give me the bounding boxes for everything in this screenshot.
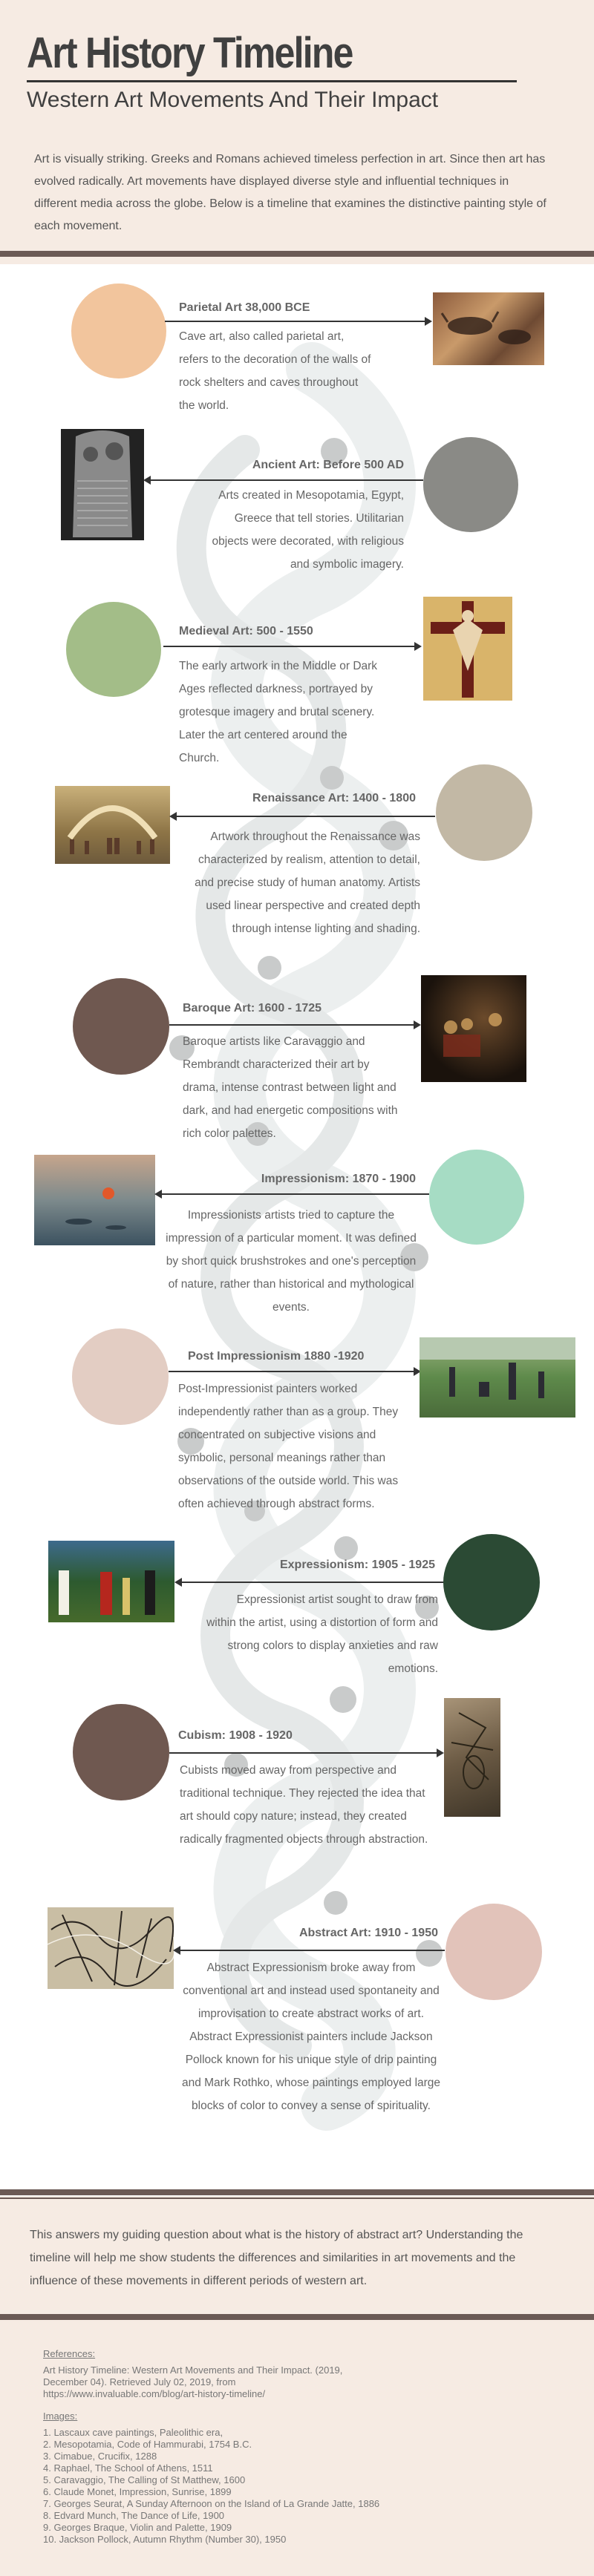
era-circle-post-impressionism [72, 1328, 169, 1425]
code-of-hammurabi-image [61, 429, 144, 540]
era-title-expressionism: Expressionism: 1905 - 1925 [279, 1559, 435, 1571]
arrow-right [169, 1752, 443, 1754]
images-heading: Images: [43, 2411, 78, 2422]
era-desc-abstract: Abstract Expressionism broke away from conventional art and instead used spontaneity and improvisation to create abstract works of art. Abstract Expressionist painters include Jackson Pollock known for his unique style of drip painting and Mark Rothko, whose paintings employed large blocks of color to convey a sense of spirituality. [181, 1962, 441, 2112]
era-circle-ancient [423, 437, 518, 532]
era-title-ancient: Ancient Art: Before 500 AD [252, 459, 404, 471]
conclusion-paragraph: This answers my guiding question about what is the history of abstract art? Understanding the timeline will help me show students the differences and similarities in art movements and the influence of these movements in different periods of western art. [30, 2229, 523, 2287]
era-desc-baroque: Baroque artists like Caravaggio and Rembrandt characterized their art by drama, intense contrast between light and dark, and had energetic compositions with rich color palettes. [183, 1035, 398, 1140]
era-circle-medieval [66, 602, 161, 697]
lascaux-painting-image [433, 292, 544, 365]
image-credit: 8. Edvard Munch, The Dance of Life, 1900 [43, 2510, 225, 2521]
era-title-baroque: Baroque Art: 1600 - 1725 [183, 1002, 322, 1015]
era-circle-renaissance [436, 764, 532, 861]
image-credit: 3. Cimabue, Crucifix, 1288 [43, 2451, 157, 2462]
dance-of-life-image [48, 1541, 174, 1622]
era-desc-ancient: Arts created in Mesopotamia, Egypt, Greece that tell stories. Utilitarian objects were decorated, with religious and symbolic imagery. [212, 489, 404, 571]
arrow-left [176, 1582, 443, 1583]
arrow-right [169, 1024, 420, 1026]
citation-url: https://www.invaluable.com/blog/art-history-timeline/ [43, 2388, 266, 2399]
bottom-divider-thin [0, 2198, 594, 2199]
header [0, 0, 594, 134]
top-divider-band [0, 251, 594, 257]
autumn-rhythm-image [48, 1907, 174, 1989]
arrow-left [145, 479, 423, 481]
era-desc-renaissance: Artwork throughout the Renaissance was characterized by realism, attention to detail, and precise study of human anatomy. Artists used linear perspective and created depth through intense lighting and shading. [195, 830, 420, 935]
era-circle-abstract [446, 1904, 542, 2000]
era-desc-impressionism: Impressionists artists tried to capture the impression of a particular moment. It was defined by short quick brushstrokes and one's perception of nature, rather than historical and mythological events. [166, 1209, 417, 1314]
arrow-left [174, 1950, 445, 1951]
page-subtitle: Western Art Movements And Their Impact [27, 88, 439, 112]
image-credit: 9. Georges Braque, Violin and Palette, 1909 [43, 2522, 232, 2533]
la-grande-jatte-image [420, 1337, 575, 1418]
image-credit: 7. Georges Seurat, A Sunday Afternoon on the Island of La Grande Jatte, 1886 [43, 2498, 380, 2509]
arrow-left [156, 1193, 429, 1195]
era-title-renaissance: Renaissance Art: 1400 - 1800 [252, 792, 416, 804]
arrow-left [171, 816, 435, 817]
era-title-cubism: Cubism: 1908 - 1920 [178, 1729, 293, 1742]
era-title-medieval: Medieval Art: 500 - 1550 [179, 625, 313, 638]
arrow-right [169, 1371, 420, 1372]
violin-and-palette-image [444, 1698, 500, 1817]
era-title-post-impressionism: Post Impressionism 1880 -1920 [188, 1350, 365, 1363]
crucifix-image [423, 597, 512, 701]
era-circle-baroque [73, 978, 169, 1075]
intro-paragraph: Art is visually striking. Greeks and Romans achieved timeless perfection in art. Since then art has evolved radically. Art movements have displayed diverse style and influential techniques in different media across the globe. Below is a timeline that examines the distinctive painting style of each movement. [34, 153, 546, 232]
image-credit: 2. Mesopotamia, Code of Hammurabi, 1754 B.C. [43, 2439, 252, 2450]
arrow-right [165, 321, 431, 322]
citation [43, 2364, 563, 2400]
image-credit: 1. Lascaux cave paintings, Paleolithic era, [43, 2427, 223, 2438]
timeline-section [0, 264, 594, 2196]
references-section [43, 2348, 563, 2546]
citation-line: December 04). Retrieved July 02, 2019, from [43, 2376, 236, 2387]
image-credit: 4. Raphael, The School of Athens, 1511 [43, 2462, 213, 2474]
image-credit: 6. Claude Monet, Impression, Sunrise, 1899 [43, 2486, 232, 2497]
era-title-impressionism: Impressionism: 1870 - 1900 [261, 1173, 416, 1185]
era-circle-expressionism [443, 1534, 540, 1631]
calling-of-st-matthew-image [421, 975, 526, 1082]
era-title-parietal: Parietal Art 38,000 BCE [179, 301, 310, 314]
image-credits-list [43, 2427, 563, 2546]
era-desc-medieval: The early artwork in the Middle or Dark Ages reflected darkness, portrayed by grotesque imagery and brutal scenery. Later the art centered around the Church. [179, 660, 378, 764]
image-credit: 10. Jackson Pollock, Autumn Rhythm (Number 30), 1950 [43, 2534, 287, 2545]
era-desc-parietal: Cave art, also called parietal art, refers to the decoration of the walls of rock shelters and caves throughout the world. [179, 330, 371, 412]
citation-line: Art History Timeline: Western Art Movements and Their Impact. (2019, [43, 2364, 343, 2376]
refs-divider-band [0, 2314, 594, 2320]
era-circle-cubism [73, 1704, 169, 1800]
page-title: Art History Timeline [27, 29, 353, 77]
era-title-abstract: Abstract Art: 1910 - 1950 [298, 1927, 438, 1939]
references-heading: References: [43, 2348, 96, 2359]
title-divider [27, 80, 517, 82]
impression-sunrise-image [34, 1155, 155, 1245]
era-circle-impressionism [429, 1150, 524, 1245]
arrow-right [163, 646, 420, 647]
school-of-athens-image [55, 786, 170, 864]
era-desc-cubism: Cubists moved away from perspective and traditional technique. They rejected the idea that art should copy nature; instead, they created radically fragmented objects through abstraction. [180, 1764, 428, 1846]
era-desc-post-impressionism: Post-Impressionist painters worked independently rather than as a group. They concentrated on subjective visions and symbolic, personal meanings rather than observations of the outside world. This was often achieved through abstract forms. [178, 1383, 399, 1510]
era-desc-expressionism: Expressionist artist sought to draw from within the artist, using a distortion of form and strong colors to display anxieties and raw emotions. [206, 1593, 438, 1675]
bottom-divider-band [0, 2189, 594, 2195]
era-circle-parietal [71, 284, 166, 378]
image-credit: 5. Caravaggio, The Calling of St Matthew, 1600 [43, 2474, 246, 2485]
